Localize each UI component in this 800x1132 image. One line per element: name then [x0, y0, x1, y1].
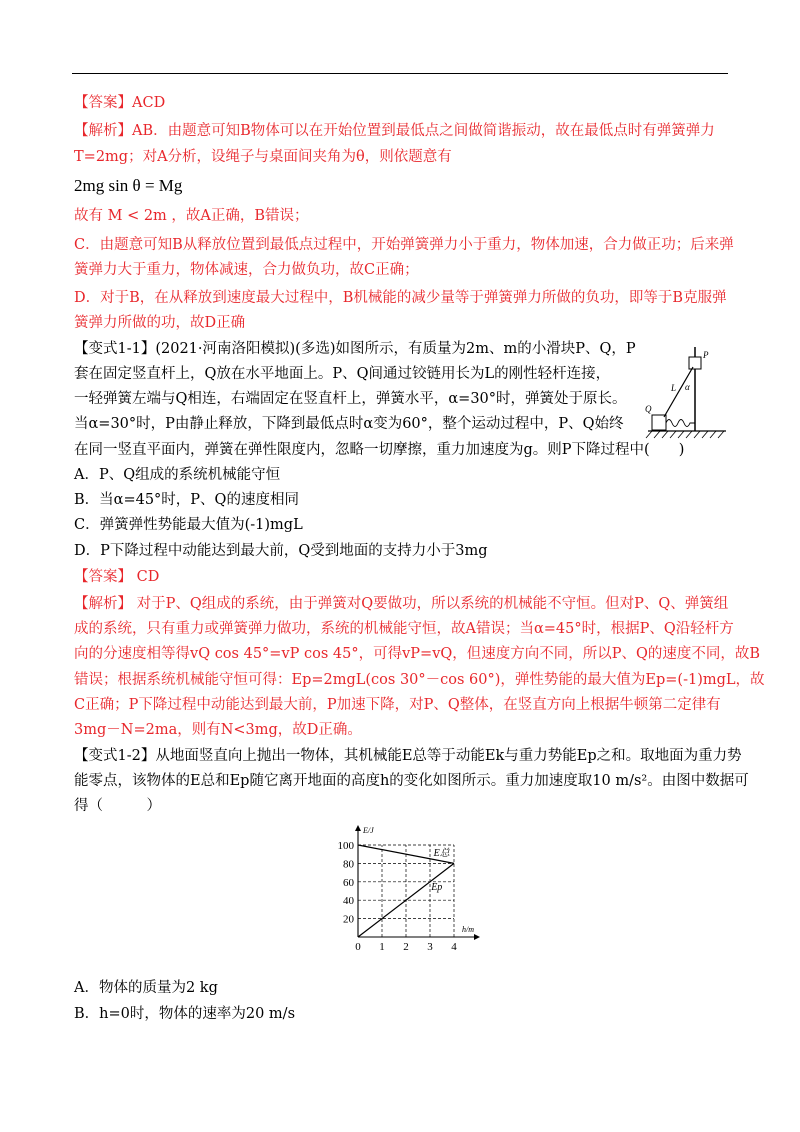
- analysis-1-line-g: 簧弹力所做的功，故D正确: [74, 315, 246, 331]
- question-1-1-line-b: 套在固定竖直杆上，Q放在水平地面上。P、Q间通过铰链用长为L的刚性轻杆连接，: [74, 366, 611, 382]
- figure-slider-spring: [640, 345, 730, 440]
- energy-height-chart: [318, 814, 508, 964]
- series-label-ep: Ep: [431, 882, 443, 894]
- y-tick-label-20: 20: [343, 913, 354, 926]
- analysis-2-line-e: C正确；P下降过程中动能达到最大前，P加速下降，对P、Q整体，在竖直方向上根据牛顿第二定律有: [74, 697, 721, 713]
- answer-1: 【答案】ACD: [74, 95, 166, 111]
- analysis-1-line-c: 故有 M < 2m ，故A正确，B错误；: [74, 208, 309, 224]
- label-l: L: [671, 383, 677, 393]
- y-axis-arrow: [355, 825, 361, 831]
- question-1-1-line-e: 在同一竖直平面内，弹簧在弹性限度内，忽略一切摩擦，重力加速度为g。则P下降过程中( ): [74, 442, 685, 458]
- analysis-2-line-a: 【解析】 对于P、Q组成的系统，由于弹簧对Q要做功，所以系统的机械能不守恒。但对P、Q、弹簧组: [74, 596, 729, 612]
- x-tick-label-4: 4: [451, 941, 457, 953]
- question-1-1-option-a: A．P、Q组成的系统机械能守恒: [74, 467, 281, 483]
- x-axis-label: h/m: [462, 925, 474, 934]
- question-1-2-option-a: A．物体的质量为2 kg: [74, 980, 218, 996]
- x-tick-label-2: 2: [403, 941, 409, 953]
- question-1-1-line-c: 一轻弹簧左端与Q相连，右端固定在竖直杆上，弹簧水平，α=30°时，弹簧处于原长。: [74, 391, 627, 407]
- analysis-2-line-b: 成的系统，只有重力或弹簧弹力做功，系统的机械能守恒，故A错误；当α=45°时，根据P、Q沿轻杆方: [74, 621, 734, 637]
- answer-2: 【答案】 CD: [74, 569, 160, 585]
- x-axis-arrow: [474, 934, 480, 940]
- question-1-1-option-b: B．当α=45°时，P、Q的速度相同: [74, 492, 299, 508]
- question-1-2-line-b: 能零点，该物体的E总和Ep随它离开地面的高度h的变化如图所示。重力加速度取10 m/s²。由图中数据可: [74, 773, 749, 789]
- analysis-2-line-d: 错误；根据系统机械能守恒可得：Ep=2mgL(cos 30°－cos 60°)，弹性势能的最大值为Ep=(-1)mgL，故: [74, 672, 765, 688]
- question-1-1-line-d: 当α=30°时，P由静止释放，下降到最低点时α变为60°，整个运动过程中，P、Q始终: [74, 416, 624, 432]
- question-1-2-option-b: B．h=0时，物体的速率为20 m/s: [74, 1006, 296, 1022]
- rod-l: [664, 367, 693, 417]
- label-alpha: α: [685, 382, 690, 392]
- analysis-1-line-a: 【解析】AB．由题意可知B物体可以在开始位置到最低点之间做简谐振动，故在最低点时有弹簧弹力: [74, 123, 715, 139]
- label-p: P: [703, 350, 709, 360]
- analysis-1-line-d: C．由题意可知B从释放位置到最低点过程中，开始弹簧弹力小于重力，物体加速，合力做正功；后来弹: [74, 237, 734, 253]
- analysis-1-line-b: T=2mg；对A分析，设绳子与桌面间夹角为θ，则依题意有: [74, 149, 452, 165]
- y-tick-label-80: 80: [343, 858, 354, 871]
- analysis-1-line-f: D．对于B，在从释放到速度最大过程中，B机械能的减少量等于弹簧弹力所做的负功，即等于B克服弹: [74, 290, 727, 306]
- analysis-2-line-c: 向的分速度相等得vQ cos 45°=vP cos 45°，可得vP=vQ，但速度方向不同，所以P、Q的速度不同，故B: [74, 646, 761, 662]
- label-q: Q: [645, 404, 652, 414]
- question-1-1-option-c: C．弹簧弹性势能最大值为(-1)mgL: [74, 517, 303, 533]
- question-1-2-line-c: 得（ ）: [74, 798, 161, 814]
- question-1-1-option-d: D．P下降过程中动能达到最大前，Q受到地面的支持力小于3mg: [74, 543, 488, 559]
- block-p: [689, 357, 701, 369]
- x-tick-label-1: 1: [379, 941, 385, 953]
- x-tick-label-3: 3: [427, 941, 433, 953]
- y-tick-label-40: 40: [343, 895, 354, 908]
- series-label-etotal: E总: [433, 848, 450, 860]
- spring: [666, 420, 695, 427]
- analysis-1-line-e: 簧弹力大于重力，物体减速，合力做负功，故C正确；: [74, 262, 419, 278]
- y-axis-label: E/J: [363, 826, 374, 835]
- x-tick-label-0: 0: [355, 941, 361, 953]
- header-rule: [72, 73, 728, 74]
- y-tick-label-60: 60: [343, 876, 354, 889]
- question-1-2-line-a: 【变式1-2】从地面竖直向上抛出一物体，其机械能E总等于动能Ek与重力势能Ep之和。取地面为重力势: [74, 748, 742, 764]
- analysis-2-line-f: 3mg－N=2ma，则有N<3mg，故D正确。: [74, 722, 362, 738]
- block-q: [652, 415, 666, 430]
- y-tick-label-100: 100: [337, 840, 354, 852]
- formula-1: 2mg sin θ = Mg: [74, 176, 183, 195]
- question-1-1-line-a: 【变式1-1】(2021·河南洛阳模拟)(多选)如图所示，有质量为2m、m的小滑块P、Q，P: [74, 341, 636, 357]
